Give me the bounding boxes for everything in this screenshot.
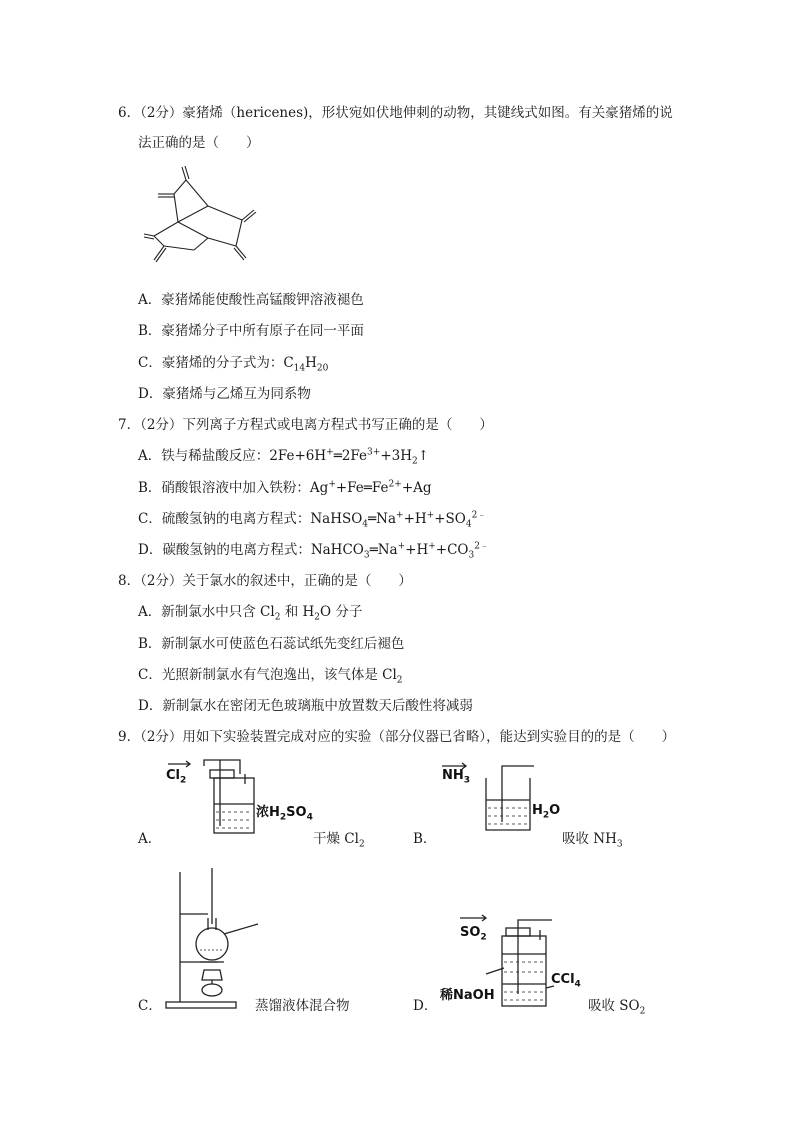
apparatus-a-gas-label: $Cl_2$: [166, 768, 187, 786]
option-a-letter: A．: [138, 831, 162, 847]
q7-option-c: C．硫酸氢钠的电离方程式：$NaHSO_4═Na^++H^++SO_4^{2﹣}$: [138, 510, 487, 530]
q8-stem: 8．（2分）关于氯水的叙述中，正确的是（ ）: [118, 573, 412, 589]
q8-option-c: C．光照新制氯水有气泡逸出，该气体是 $Cl_2$: [138, 667, 403, 686]
q6-option-b: B．豪猪烯分子中所有原子在同一平面: [138, 323, 364, 339]
q9-stem: 9．（2分）用如下实验装置完成对应的实验（部分仪器已省略），能达到实验目的的是（ ）: [118, 729, 676, 745]
apparatus-d-gas-label: $SO_2$: [460, 925, 487, 943]
option-d-caption: 吸收 $SO_2$: [588, 998, 646, 1017]
q8-option-a: A．新制氯水中只含 $Cl_2$ 和 $H_2O$ 分子: [138, 604, 363, 623]
apparatus-a-gas-washing-bottle: [160, 756, 260, 842]
q6-stem: 6．（2分）豪猪烯（hericenes)，形状宛如伏地伸刺的动物，其键线式如图。有关豪猪烯的说: [118, 105, 673, 121]
q6-option-a: A．豪猪烯能使酸性高锰酸钾溶液褪色: [138, 292, 364, 308]
apparatus-b-gas-label: $NH_3$: [442, 768, 471, 786]
option-b-caption: 吸收 $NH_3$: [562, 831, 623, 850]
option-c-caption: 蒸馏液体混合物: [255, 998, 350, 1014]
q6-option-c: C．豪猪烯的分子式为：$C_{14}H_{20}$: [138, 355, 329, 374]
q7-option-a: A．铁与稀盐酸反应：$2Fe+6H^+═2Fe^{3+}+3H_2↑$: [138, 447, 430, 467]
option-c-letter: C．: [138, 998, 162, 1014]
q7-option-b: B．硝酸银溶液中加入铁粉：$Ag^++Fe═Fe^{2+}+Ag$: [138, 479, 432, 496]
option-a-caption: 干燥 $Cl_2$: [313, 831, 365, 850]
option-b-letter: B．: [413, 831, 437, 847]
q8-option-d: D．新制氯水在密闭无色玻璃瓶中放置数天后酸性将减弱: [138, 698, 473, 714]
apparatus-b-reagent-label: $H_2O$: [532, 803, 561, 821]
apparatus-c-distillation-setup: [160, 862, 270, 1014]
option-d-letter: D．: [413, 998, 438, 1014]
q7-option-d: D．碳酸氢钠的电离方程式：$NaHCO_3═Na^++H^++CO_3^{2﹣}$: [138, 541, 489, 561]
q7-stem: 7．（2分）下列离子方程式或电离方程式书写正确的是（ ）: [118, 417, 493, 433]
q6-option-d: D．豪猪烯与乙烯互为同系物: [138, 386, 311, 402]
apparatus-d-reagent-right-label: CCl$_4$: [551, 972, 581, 990]
q8-option-b: B．新制氯水可使蓝色石蕊试纸先变红后褪色: [138, 636, 405, 652]
q6-stem-continued: 法正确的是（ ）: [138, 135, 260, 151]
apparatus-d-reagent-left-label: 稀NaOH: [440, 988, 495, 1003]
apparatus-a-reagent-label: 浓$H_2SO_4$: [256, 805, 313, 823]
apparatus-b-beaker: [438, 758, 538, 844]
hericenes-structure-diagram: [138, 160, 268, 280]
